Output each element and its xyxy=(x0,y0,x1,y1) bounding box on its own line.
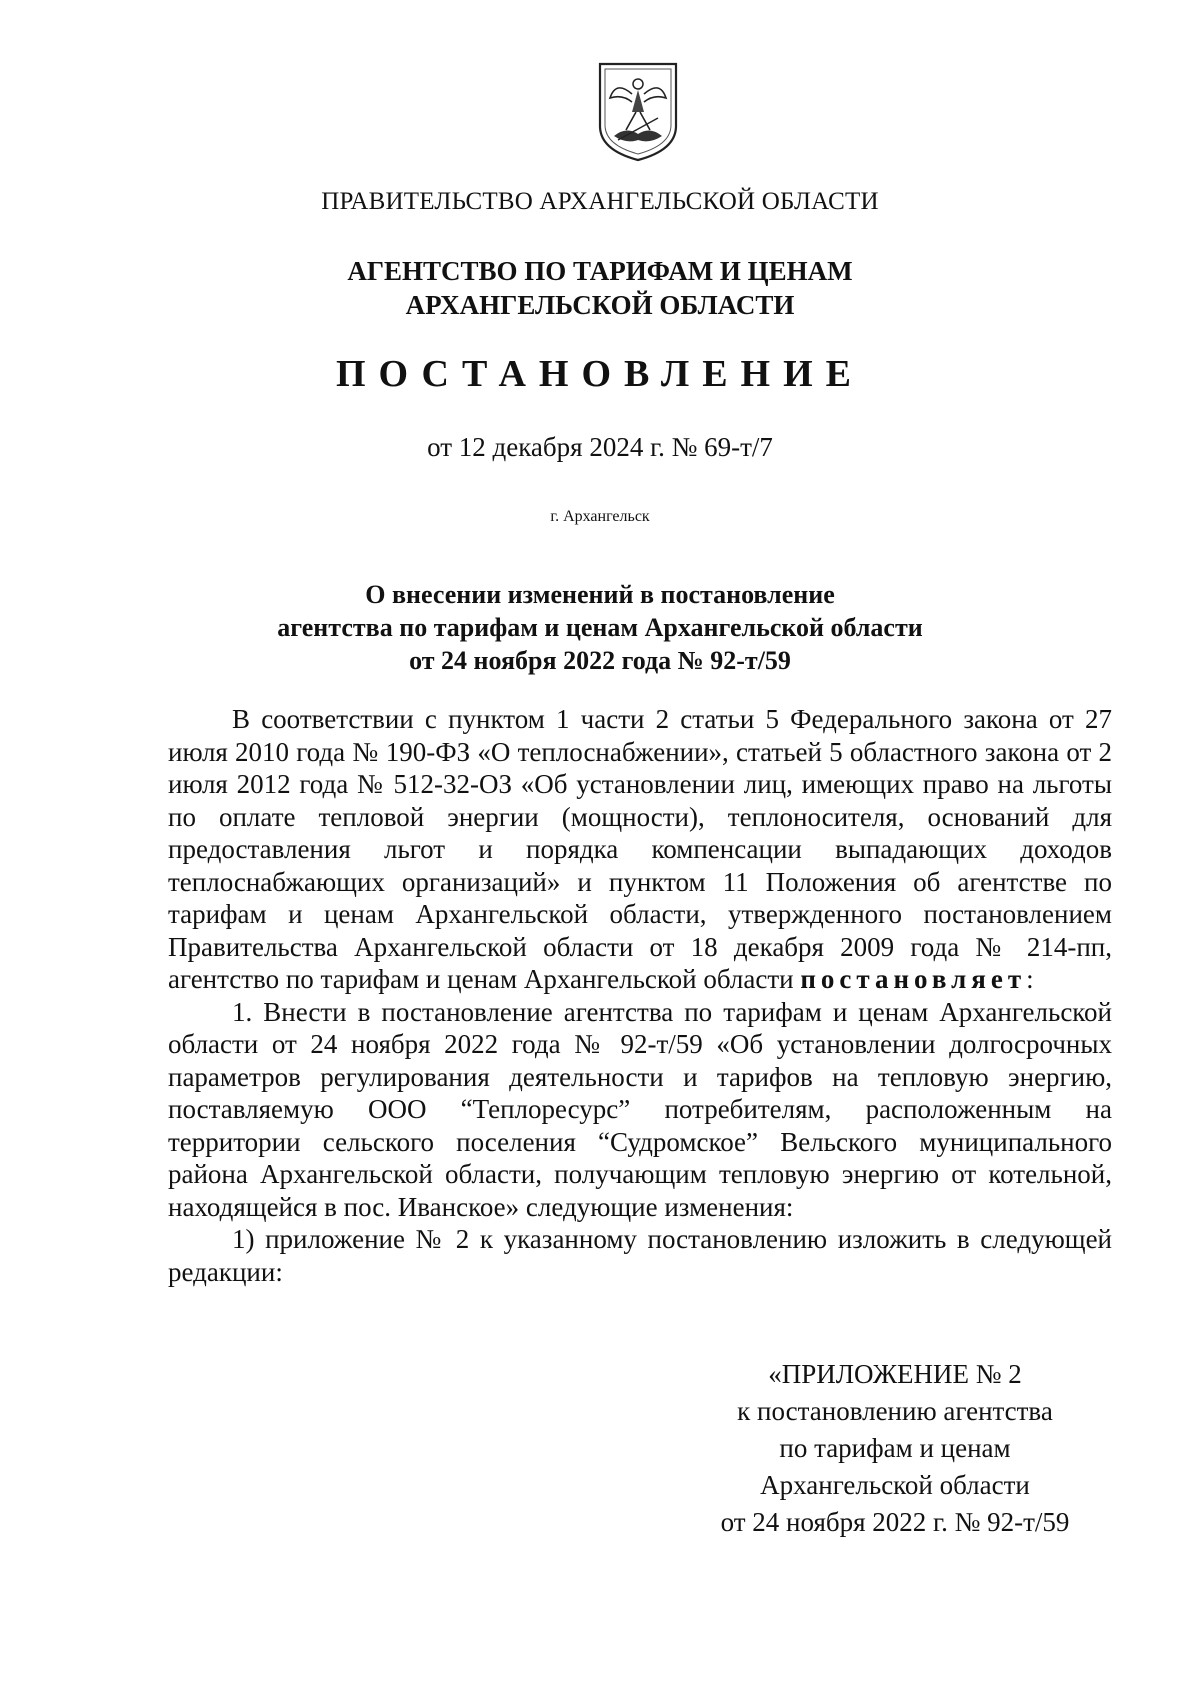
item-1-1-paragraph: 1) приложение № 2 к указанному постановлению изложить в следующей редакции: xyxy=(168,1224,1112,1287)
appendix-line-2: к постановлению агентства xyxy=(737,1396,1053,1426)
government-heading: ПРАВИТЕЛЬСТВО АРХАНГЕЛЬСКОЙ ОБЛАСТИ xyxy=(321,188,879,215)
document-subject xyxy=(0,578,1200,677)
preamble-text: В соответствии с пунктом 1 части 2 статьи 5 Федерального закона от 27 июля 2010 года № 190-ФЗ «О теплоснабжении», статьей 5 областного закона от 2 июля 2012 года № 512-32-ОЗ «Об установлении лиц, имеющих право на льготы по оплате тепловой энергии (мощности), теплоносителя, оснований для предоставления льгот и порядка компенсации выпадающих доходов теплоснабжающих организаций» и пунктом 11 Положения об агентстве по тарифам и ценам Архангельской области, утвержденного постановлением Правительства Архангельской области от 18 декабря 2009 года № 214-пп, агентство по тарифам и ценам Архангельской области xyxy=(168,704,1112,994)
agency-heading xyxy=(0,254,1200,322)
resolves-colon: : xyxy=(1026,964,1034,994)
document-body xyxy=(168,703,1112,1288)
appendix-heading xyxy=(685,1356,1105,1541)
preamble-paragraph xyxy=(168,703,1112,996)
coat-of-arms-icon xyxy=(596,60,680,164)
resolves-word: постановляет xyxy=(800,964,1027,994)
document-date-number: от 12 декабря 2024 г. № 69-т/7 xyxy=(427,432,773,462)
subject-line-2: агентства по тарифам и ценам Архангельской области xyxy=(277,613,923,642)
subject-line-1: О внесении изменений в постановление xyxy=(365,580,835,609)
appendix-line-1: «ПРИЛОЖЕНИЕ № 2 xyxy=(768,1359,1022,1389)
appendix-line-3: по тарифам и ценам xyxy=(779,1433,1011,1463)
appendix-line-4: Архангельской области xyxy=(760,1470,1030,1500)
subject-line-3: от 24 ноября 2022 года № 92-т/59 xyxy=(409,646,791,675)
document-type-title: ПОСТАНОВЛЕНИЕ xyxy=(335,353,865,395)
appendix-line-5: от 24 ноября 2022 г. № 92-т/59 xyxy=(720,1507,1070,1537)
agency-heading-line-1: АГЕНТСТВО ПО ТАРИФАМ И ЦЕНАМ xyxy=(347,256,853,286)
document-city: г. Архангельск xyxy=(550,508,650,525)
item-1-paragraph: 1. Внести в постановление агентства по тарифам и ценам Архангельской области от 24 ноября 2022 года № 92-т/59 «Об установлении долгосрочных параметров регулирования деятельности и тарифов на тепловую энергию, поставляемую ООО “Теплоресурс” потребителям, расположенным на территории сельского поселения “Судромское” Вельского муниципального района Архангельской области, получающим тепловую энергию от котельной, находящейся в пос. Иванское» следующие изменения: xyxy=(168,996,1112,1222)
agency-heading-line-2: АРХАНГЕЛЬСКОЙ ОБЛАСТИ xyxy=(405,290,795,320)
